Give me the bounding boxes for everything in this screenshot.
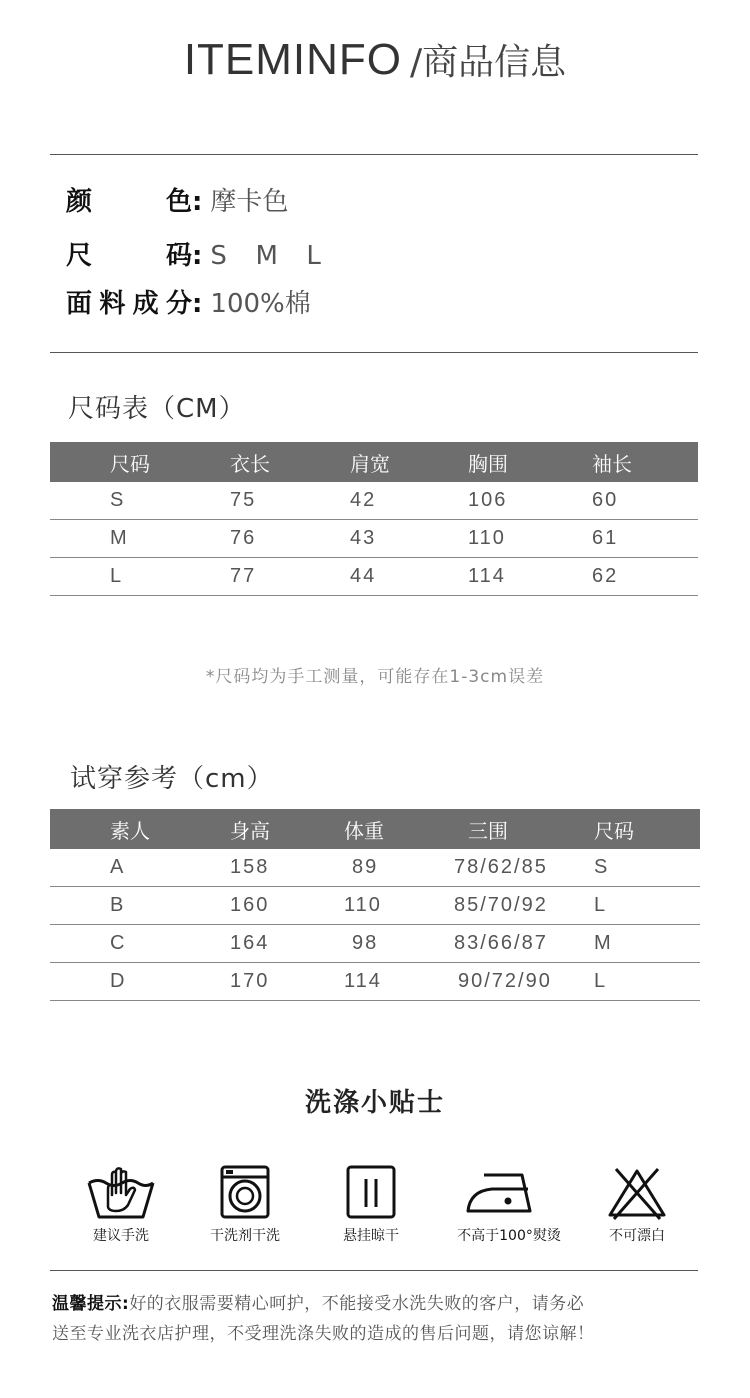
table-header: 素人 — [110, 809, 230, 849]
table-cell: 158 — [230, 849, 344, 887]
info-row-size: 尺 码: S M L — [66, 241, 325, 271]
table-header: 尺码 — [594, 809, 700, 849]
table-header: 三围 — [454, 809, 594, 849]
table-cell: S — [594, 849, 700, 887]
care-item-dry-clean — [180, 1165, 310, 1245]
table-header: 胸围 — [468, 442, 592, 482]
care-item-hang-dry — [306, 1165, 436, 1245]
table-header: 袖长 — [592, 442, 698, 482]
table-cell: 44 — [350, 558, 468, 596]
table-cell: S — [110, 482, 230, 520]
table-cell: C — [110, 925, 230, 963]
table-header-row — [50, 442, 698, 482]
fit-table-title: 试穿参考（cm） — [70, 764, 274, 794]
care-label: 干洗剂干洗 — [210, 1228, 280, 1244]
tip-text: 好的衣服需要精心呵护，不能接受水洗失败的客户，请务必 — [129, 1294, 585, 1314]
table-cell: M — [594, 925, 700, 963]
table-cell: 43 — [350, 520, 468, 558]
table-cell: B — [110, 887, 230, 925]
table-row — [50, 887, 700, 925]
table-header: 尺码 — [110, 442, 230, 482]
table-cell: 106 — [468, 482, 592, 520]
info-label: 颜 色 — [66, 187, 192, 217]
hand-wash-icon — [86, 1165, 156, 1221]
table-cell: 110 — [344, 887, 454, 925]
table-header: 身高 — [230, 809, 344, 849]
title-en: ITEMINFO — [183, 35, 403, 84]
hang-dry-icon — [336, 1165, 406, 1221]
size-table-title: 尺码表（CM） — [68, 394, 246, 424]
divider — [50, 352, 698, 353]
table-cell: D — [110, 963, 230, 1001]
care-item-hand-wash — [56, 1165, 186, 1245]
table-cell: 77 — [230, 558, 350, 596]
table-cell: 75 — [230, 482, 350, 520]
tip-line-2: 送至专业洗衣店护理，不受理洗涤失败的造成的售后问题，请您谅解！ — [52, 1324, 595, 1344]
table-cell: 164 — [230, 925, 344, 963]
table-header: 体重 — [344, 809, 454, 849]
table-cell: L — [594, 887, 700, 925]
care-item-iron — [444, 1165, 574, 1245]
table-cell: 89 — [344, 849, 454, 887]
info-row-color: 颜 色: 摩卡色 — [66, 187, 289, 217]
table-cell: L — [594, 963, 700, 1001]
care-item-no-bleach — [572, 1165, 702, 1245]
table-row — [50, 963, 700, 1001]
table-cell: 110 — [468, 520, 592, 558]
table-cell: 85/70/92 — [454, 887, 594, 925]
measure-note: *尺码均为手工测量，可能存在1-3cm误差 — [205, 667, 545, 687]
table-cell: 170 — [230, 963, 344, 1001]
table-row — [50, 482, 698, 520]
tip-line-1 — [52, 1289, 584, 1314]
tip-label: 温馨提示: — [52, 1294, 130, 1314]
divider — [50, 1270, 698, 1271]
info-label: 面料成分 — [66, 289, 192, 319]
info-value: 100%棉 — [210, 289, 311, 319]
divider — [50, 154, 698, 155]
info-value: S M L — [210, 241, 325, 271]
table-header: 衣长 — [230, 442, 350, 482]
care-label: 不可漂白 — [609, 1228, 665, 1244]
title-cn: /商品信息 — [410, 42, 567, 83]
table-cell: 160 — [230, 887, 344, 925]
table-cell: A — [110, 849, 230, 887]
table-cell: 83/66/87 — [454, 925, 594, 963]
size-table — [50, 442, 698, 596]
care-label: 不高于100°熨烫 — [457, 1228, 561, 1244]
fit-table — [50, 809, 700, 1001]
table-cell: M — [110, 520, 230, 558]
no-bleach-icon — [602, 1165, 672, 1221]
iron-icon — [464, 1165, 554, 1221]
dry-clean-icon — [210, 1165, 280, 1221]
table-cell: 90/72/90 — [454, 963, 594, 1001]
table-row — [50, 925, 700, 963]
table-cell: L — [110, 558, 230, 596]
table-cell: 42 — [350, 482, 468, 520]
care-title: 洗涤小贴士 — [304, 1088, 445, 1118]
table-cell: 114 — [468, 558, 592, 596]
table-cell: 98 — [344, 925, 454, 963]
table-cell: 62 — [592, 558, 698, 596]
table-header: 肩宽 — [350, 442, 468, 482]
care-label: 悬挂晾干 — [343, 1228, 399, 1244]
table-cell: 61 — [592, 520, 698, 558]
table-header-row — [50, 809, 700, 849]
info-row-fabric: 面料成分: 100%棉 — [66, 289, 311, 319]
page-title — [0, 34, 750, 85]
table-row — [50, 520, 698, 558]
info-value: 摩卡色 — [210, 187, 289, 217]
table-cell: 60 — [592, 482, 698, 520]
table-row — [50, 558, 698, 596]
table-cell: 78/62/85 — [454, 849, 594, 887]
table-row — [50, 849, 700, 887]
info-label: 尺 码 — [66, 241, 192, 271]
care-label: 建议手洗 — [93, 1228, 149, 1244]
table-cell: 114 — [344, 963, 454, 1001]
table-cell: 76 — [230, 520, 350, 558]
